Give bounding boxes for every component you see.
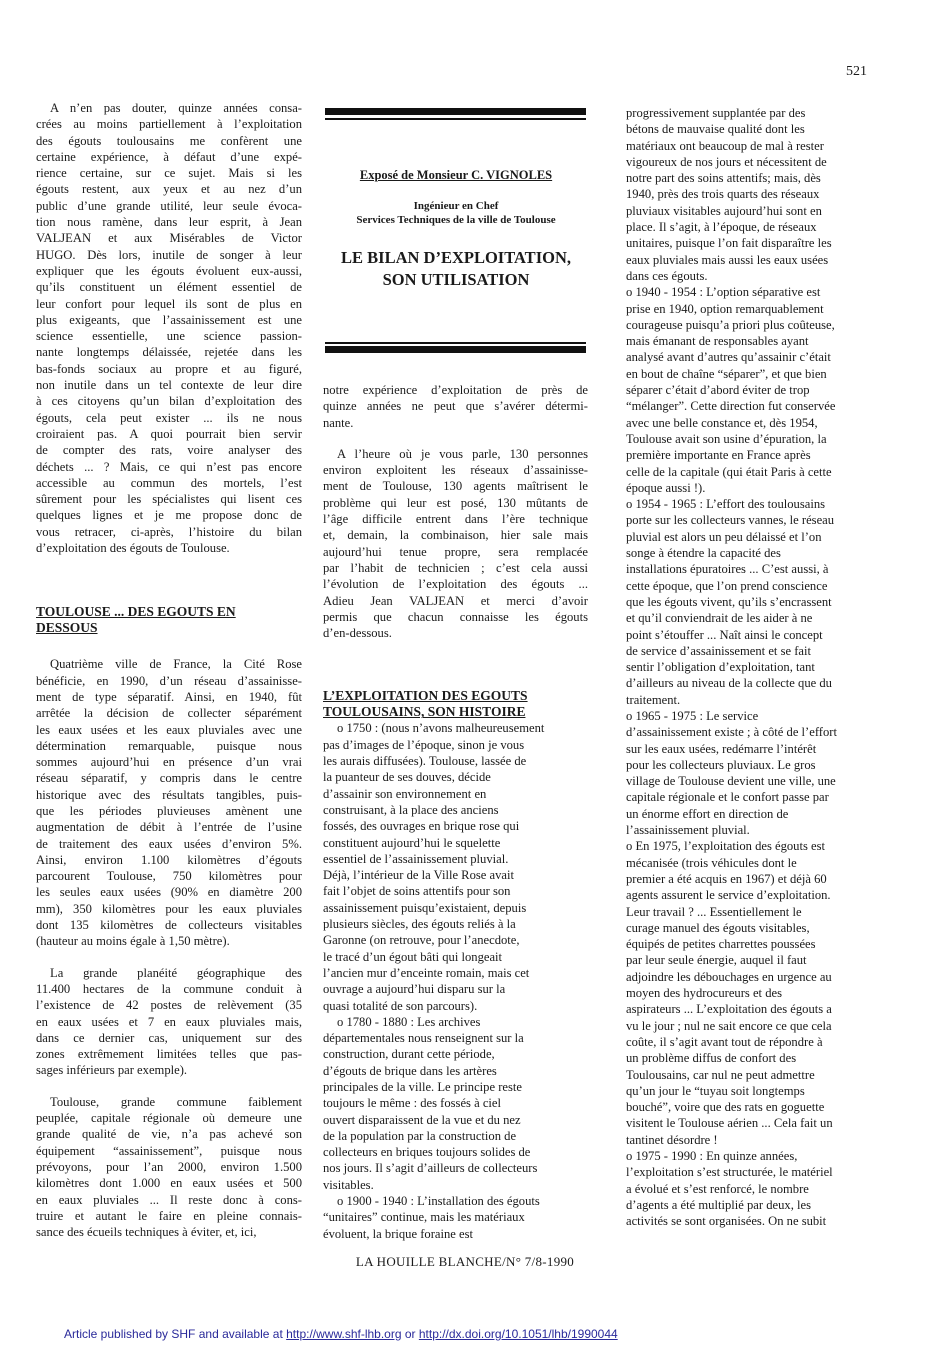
text-line: songe à étendre la capacité des (626, 546, 781, 561)
paragraph-equipment (36, 1094, 302, 1241)
text-line: d’assainir son environnement en (323, 786, 487, 801)
text-line: constituent aujourd’hui le squelette (323, 835, 501, 850)
text-line: dont 135 kilomètres de collecteurs visitables (36, 918, 302, 933)
text-line: La grande planéité géographique des (50, 965, 302, 980)
text-line: activités se sont organisées. On ne subit (626, 1214, 827, 1229)
text-line: nante longtemps délaissée, rejetée dans les (36, 345, 302, 360)
text-line: quinze années ne peut que s’avérer détermi- (323, 399, 588, 414)
text-line: expliquer que les égouts évoluent eux-aussi, (36, 263, 302, 278)
text-line: vu le jour ; nul ne sait encore ce que cela (626, 1018, 832, 1033)
text-line: égouts restent, aux yeux et au nez d’un (36, 182, 302, 197)
text-line: Toulouse, grande commune faiblement (50, 1094, 302, 1109)
text-line: o 1965 - 1975 : Le service (626, 708, 759, 723)
text-line: bénéficie, en 1990, d’un réseau d’assainisse- (36, 673, 302, 688)
text-line: d’égouts de brique dans les artères (323, 1063, 497, 1078)
text-line: sance des écueils techniques à éviter, et, ici, (36, 1225, 257, 1240)
text-line: un problème diffus de confort des (626, 1051, 797, 1066)
text-line: le tracé d’un égout bâti qui longeait (323, 949, 503, 964)
text-line: fait l’objet de soins attentifs pour son (323, 884, 511, 899)
text-line: prévoyons, pour l’an 2000, environ 1.500 (36, 1159, 302, 1174)
text-line: l’évolution de l’exploitation des égouts ... (323, 577, 588, 592)
text-line: grande qualité de vie, n’a pas achevé son (36, 1127, 302, 1142)
footer-middle: or (401, 1327, 419, 1341)
text-line: toujours le même : des fossés à ciel (323, 1096, 502, 1111)
text-line: certaine expérience, à défaut d’une expé- (36, 149, 302, 164)
text-line: l’assainissement pluvial. (626, 823, 750, 838)
text-line: mm), 350 kilomètres pour les eaux pluviales (36, 901, 302, 916)
text-line: à ces citoyens qu’un bilan d’exploitation des (36, 394, 302, 409)
text-line: d’agents a été multiplié par deux, les (626, 1197, 811, 1212)
text-line: que les égouts vivent, qu’ils s’encrassent (626, 594, 832, 609)
text-line: coûte, il s’agit avant tout de répondre à (626, 1034, 823, 1049)
text-line: public d’une grande utilité, leur seule évoca- (36, 198, 302, 213)
text-line: installations épuratoires ... C’est aussi, à (626, 562, 829, 577)
text-line: eaux pluviales mais aussi les eaux usées (626, 252, 829, 267)
text-line: augmentation de débit à l’entrée de l’usine (36, 820, 302, 835)
history-1750 (323, 720, 588, 1013)
text-line: sur les eaux usées, redémarre l’intérêt (626, 741, 817, 756)
text-line: a évolué et s’est renforcé, le nombre (626, 1181, 809, 1196)
text-line: “mélanger”. Cette direction fut conservée (626, 399, 836, 414)
text-line: arrêtée la décision de collecter séparément (36, 706, 302, 721)
text-line: crées au moins partiellement à l’exploitation (36, 117, 302, 132)
text-line: o En 1975, l’exploitation des égouts est (626, 839, 826, 854)
text-line: Toulouse avait son usine d’épuration, la (626, 431, 827, 446)
text-line: 1940, près des trois quarts des réseaux (626, 187, 820, 202)
text-line: point s’étouffer ... Naît ainsi le concept (626, 627, 823, 642)
text-line: un énorme effort en direction de (626, 806, 789, 821)
text-line: ouvert disparaissent de la vue et du nez (323, 1112, 521, 1127)
history-1954-1965 (626, 496, 877, 708)
text-line: sommes aujourd’hui en présence d’un vrai (36, 755, 302, 770)
text-line: A l’heure où je vous parle, 130 personnes (337, 446, 588, 461)
column-2 (323, 382, 588, 1242)
history-1965-1975 (626, 708, 877, 838)
text-line: adjoindre les débouchages en urgence au (626, 969, 832, 984)
text-line: rience certaine, sur ce sujet. Mais si les (36, 166, 302, 181)
text-line: curage manuel des égouts visitables, (626, 920, 810, 935)
text-line: agents assurent le service d’exploitation. (626, 888, 831, 903)
text-line: de traitement des eaux usées d’environ 5%. (36, 836, 302, 851)
text-line: tion nous ramène, dans leur esprit, à Jean (36, 215, 302, 230)
text-line: zones extrêmement limitées telles que pas- (36, 1047, 302, 1062)
text-line: o 1954 - 1965 : L’effort des toulousains (626, 497, 826, 512)
title-line-2: SON UTILISATION (382, 270, 530, 289)
text-line: la puanteur de ses douves, décide (323, 770, 491, 785)
text-line: qu’un jour le “tuyau soit longtemps (626, 1083, 805, 1098)
publication-footer (64, 1327, 618, 1341)
text-line: sentir l’obligation d’exploitation, tant (626, 660, 815, 675)
text-line: dans ces égouts. (626, 268, 708, 283)
text-line: les eaux usées et les eaux pluviales avec une (36, 722, 302, 737)
text-line: par leur seule énergie, auquel il faut (626, 953, 807, 968)
role-department: Services Techniques de la ville de Toulouse (356, 214, 556, 226)
text-line: Quatrième ville de France, la Cité Rose (50, 657, 302, 672)
text-line: peuplée, capitale régionale où demeure une (36, 1111, 302, 1126)
text-line: o 1750 : (nous n’avons malheureusement (337, 721, 545, 736)
text-line: HUGO. Dès lors, inutile de songer à leur (36, 247, 302, 262)
text-line: nos jours. Il s’agit d’ailleurs de collecteurs (323, 1161, 538, 1176)
text-line: DESSOUS (36, 620, 98, 636)
text-line: séparer c’était d’abord éviter de trop (626, 383, 810, 398)
text-line: plus exigeants, que l’assainissement est une (36, 312, 302, 327)
text-line: cette époque, que l’on prend conscience (626, 578, 828, 593)
text-line: des égouts toulousains me confèrent une (36, 133, 302, 148)
section-heading-toulouse (36, 604, 302, 636)
text-line: tantinet désordre ! (626, 1132, 718, 1147)
text-line: aujourd’hui tenue propre, sera remplacée (323, 544, 588, 559)
shf-link[interactable]: http://www.shf-lhb.org (286, 1327, 402, 1341)
text-line: problème qui leur est posé, 130 mûtants de (323, 495, 588, 510)
role-title: Ingénieur en Chef (413, 200, 499, 212)
text-line: notre part des soins attentifs; mais, dès (626, 171, 821, 186)
article-title (322, 247, 590, 291)
text-line: ouvrage a aujourd’hui disparu sur la (323, 982, 506, 997)
text-line: plusieurs siècles, des égouts reliés à la (323, 917, 516, 932)
text-line: départementales nous renseignent sur la (323, 1031, 524, 1046)
text-line: sages inférieurs par exemple). (36, 1063, 188, 1078)
text-line: bas-fonds sociaux au propre et au figuré, (36, 361, 302, 376)
text-line: premier a été acquis en 1967) et déjà 60 (626, 871, 827, 886)
text-line: nante. (323, 415, 354, 430)
text-line: fossés, des ouvrages en brique rose qui (323, 819, 520, 834)
text-line: bétons de mauvaise qualité dont les (626, 122, 805, 137)
text-line: Garonne (on retrouve, pour l’anecdote, (323, 933, 520, 948)
text-line: Leur travail ? ... Essentiellement le (626, 904, 802, 919)
text-line: évoluent, la brique foraine est (323, 1226, 474, 1241)
history-1975-1990 (626, 1148, 877, 1229)
text-line: traitement. (626, 692, 681, 707)
text-line: première importante en France après (626, 448, 811, 463)
text-line: l’âge difficile entrent dans l’ère technique (323, 512, 588, 527)
title-line-1: LE BILAN D’EXPLOITATION, (341, 248, 571, 267)
text-line: déchets ... ? Mais, ce qui n’est pas encore (36, 459, 302, 474)
text-line: porte sur les collecteurs vannes, le réseau (626, 513, 835, 528)
text-line: d’assainissement existe ; à côté de l’effort (626, 725, 837, 740)
text-line: visitables. (323, 1177, 374, 1192)
text-line: matériaux ont beaucoup de mal à rester (626, 138, 824, 153)
text-line: ment de type séparatif. Ainsi, en 1940, fût (36, 689, 302, 704)
text-line: construction, durant cette période, (323, 1047, 495, 1062)
paragraph-pumping (36, 965, 302, 1079)
speaker-line: Exposé de Monsieur C. VIGNOLES (359, 168, 553, 182)
text-line: quasi totalité de son parcours). (323, 998, 478, 1013)
text-line: équipement “assainissement”, puisque nous (36, 1143, 302, 1158)
text-line: A n’en pas douter, quinze années consa- (50, 101, 302, 115)
section-heading-history (323, 688, 588, 720)
paragraph-network (36, 656, 302, 949)
text-line: TOULOUSE ... DES EGOUTS EN (36, 604, 236, 620)
text-line: pour les collecteurs pluviaux. Le gros (626, 757, 816, 772)
text-line: réseau séparatif, y compris dans le centre (36, 771, 302, 786)
text-line: prise en 1940, option remarquablement (626, 301, 824, 316)
paragraph-experience (323, 382, 588, 431)
text-line: courageuse puisqu’a priori plus coûteuse, (626, 317, 835, 332)
text-line: construisant, à la place des anciens (323, 802, 499, 817)
text-line: qu’ils constituent un élément essentiel de (36, 280, 302, 295)
text-line: l’exploitation s’est structurée, le matériel (626, 1165, 833, 1180)
text-line: principales de la ville. Le principe reste (323, 1079, 522, 1094)
text-line: “unitaires” continue, mais les matériaux (323, 1210, 525, 1225)
speaker-role (322, 199, 590, 227)
text-line: et, demain, la combinaison, hier sale mais (323, 528, 588, 543)
text-line: mécanisée (trois véhicules dont le (626, 855, 797, 870)
text-line: L’EXPLOITATION DES EGOUTS (323, 688, 528, 704)
text-line: VALJEAN et aux Misérables de Victor (36, 231, 302, 246)
page-number: 521 (846, 64, 867, 79)
text-line: Toulousains, car nul ne peut admettre (626, 1067, 815, 1082)
text-line: unitaires, puisque l’on fait disparaître les (626, 236, 832, 251)
text-line: dans ce dernier cas, uniquement sur des (36, 1030, 302, 1045)
text-line: par l’habit de technicien ; c’est cela aussi (323, 560, 588, 575)
text-line: en eaux pluviales ... Il reste donc à cons- (36, 1192, 302, 1207)
text-line: science essentielle, une science passion- (36, 329, 302, 344)
text-line: o 1780 - 1880 : Les archives (337, 1014, 481, 1029)
text-line: kilomètres dont 1.000 en eaux usées et 500 (36, 1176, 302, 1191)
text-line: d’ailleurs au niveau de la collecte que du (626, 676, 832, 691)
text-line: truire et autant le faire en pleine connais- (36, 1208, 302, 1223)
text-line: TOULOUSAINS, SON HISTOIRE (323, 704, 526, 720)
text-line: aspirateurs ... L’exploitation des égouts a (626, 1002, 832, 1017)
text-line: essentiel de l’assainissement pluvial. (323, 851, 509, 866)
text-line: époque aussi !). (626, 480, 706, 495)
text-line: leur confort pour lequel ils sont de plus en (36, 296, 302, 311)
title-block (322, 108, 590, 291)
history-1975 (626, 838, 877, 1148)
text-line: de service d’assainissement et se fait (626, 643, 811, 658)
text-line: celle de la capitale (qui était Paris à cette (626, 464, 832, 479)
text-line: les aurais diffusées). Toulouse, lassée de (323, 754, 527, 769)
history-1780-1880 (323, 1014, 588, 1193)
text-line: de la population par la construction de (323, 1128, 517, 1143)
text-line: progressivement supplantée par des (626, 106, 806, 120)
text-line: pluviaux visitables aujourd’hui sont en (626, 203, 822, 218)
text-line: notre expérience d’exploitation de près de (323, 383, 588, 397)
text-line: historique avec des résultats tangibles, puis- (36, 787, 302, 802)
history-1900-1940 (323, 1193, 588, 1242)
text-line: Ainsi, environ 1.100 kilomètres d’égouts (36, 852, 302, 867)
text-line: en bout de chaîne “séparer”, et que bien (626, 366, 827, 381)
footer-prefix: Article published by SHF and available at (64, 1327, 287, 1341)
text-line: Adieu Jean VALJEAN et merci d’avoir (323, 593, 588, 608)
text-line: analysé avant d’autres qu’assainir c’était (626, 350, 831, 365)
text-line: permis que chacun connaisse les égouts (323, 609, 588, 624)
text-line: ment de Toulouse, 130 agents maîtrisent le (323, 479, 588, 494)
text-line: quelques lignes et je me propose donc de (36, 508, 302, 523)
text-line: bouché”, voire que des rats en goguette (626, 1100, 825, 1115)
text-line: o 1975 - 1990 : En quinze années, (626, 1149, 798, 1163)
text-line: non inutile dans un tel contexte de leur dire (36, 378, 302, 393)
text-line: d’en-dessous. (323, 626, 392, 641)
text-line: assainissement puisqu’existaient, depuis (323, 900, 527, 915)
text-line: o 1940 - 1954 : L’option séparative est (626, 285, 821, 300)
text-line: pas d’images de l’époque, sinon je vous (323, 737, 525, 752)
text-line: place. Il s’agit, à l’époque, de réseaux (626, 220, 817, 235)
text-line: (hauteur au moins égale à 1,50 mètre). (36, 934, 230, 949)
text-line: vous retracer, ci-après, l’histoire du bilan (36, 524, 302, 539)
text-line: et qu’il conviendrait de les aider à ne (626, 611, 813, 626)
bottom-thick-rule (325, 346, 586, 353)
text-line: l’existence de 42 postes de relèvement (35 (36, 998, 302, 1013)
doi-link[interactable]: http://dx.doi.org/10.1051/lhb/1990044 (418, 1327, 618, 1341)
text-line: mais émanant de responsables ayant (626, 334, 809, 349)
text-line: visitent le Toulouse aérien ... Cela fait un (626, 1116, 833, 1131)
text-line: avec une belle constance et, dès 1954, (626, 415, 818, 430)
text-line: vigoureux de nos jours et nécessitent de (626, 154, 827, 169)
history-1940-1954 (626, 284, 877, 496)
text-line: pluvial est alors un peu délaissé et l’on (626, 529, 822, 544)
history-continued (626, 105, 877, 284)
text-line: de compter des rats, voire analyser des (36, 443, 302, 458)
text-line: capitale régionale et le confort passe par (626, 790, 829, 805)
text-line: parcourent Toulouse, 750 kilomètres pour (36, 869, 302, 884)
text-line: Déjà, l’intérieur de la Ville Rose avait (323, 868, 514, 883)
paragraph-intro (36, 100, 302, 556)
text-line: l’ancien mur d’enceinte romain, mais cet (323, 965, 530, 980)
text-line: en eaux usées et 7 en eaux pluviales mais, (36, 1014, 302, 1029)
text-line: collecteurs en briques toujours solides de (323, 1145, 531, 1160)
text-line: sûrement pour les spécialistes qui lisent ces (36, 492, 302, 507)
text-line: croiraient pas. A quoi pourrait bien servir (36, 426, 302, 441)
text-line: environ exploitent les réseaux d’assainisse- (323, 463, 588, 478)
text-line: moyen des hydrocureurs et des (626, 986, 782, 1001)
text-line: o 1900 - 1940 : L’installation des égouts (337, 1194, 540, 1209)
column-1 (36, 100, 302, 1240)
text-line: village de Toulouse devient une ville, une (626, 774, 836, 789)
text-line: équipés de petites charrettes poussées (626, 937, 816, 952)
journal-reference: LA HOUILLE BLANCHE/N° 7/8-1990 (355, 1254, 575, 1269)
column-3 (626, 105, 877, 1229)
text-line: les seules eaux usées (90% en diamètre 200 (36, 885, 302, 900)
paragraph-staff (323, 446, 588, 642)
text-line: d’exploitation des égouts de Toulouse. (36, 541, 230, 556)
text-line: que les périodes pluvieuses amènent une (36, 803, 302, 818)
text-line: égouts, cela peut exister ... ils ne nous (36, 410, 302, 425)
bottom-thin-rule (325, 342, 586, 344)
text-line: 11.400 hectares de la commune conduit à (36, 981, 302, 996)
text-line: accessible au commun des mortels, l’est (36, 475, 302, 490)
text-line: détermination remarquable, puisque nous (36, 738, 302, 753)
